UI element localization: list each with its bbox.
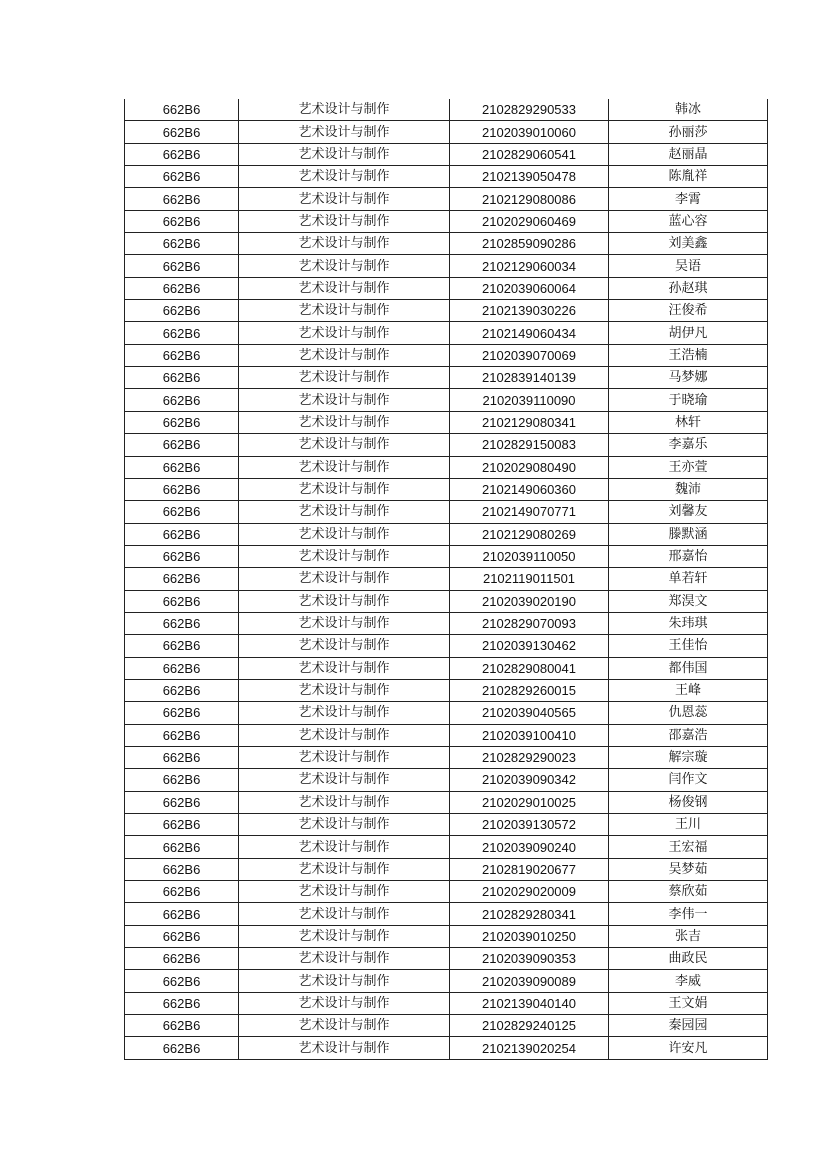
major-name-cell: 艺术设计与制作 [239,456,450,478]
student-name-cell: 张吉 [609,925,768,947]
table-row [125,367,768,389]
table-row [125,903,768,925]
student-name-cell: 孙丽莎 [609,121,768,143]
table-row [125,188,768,210]
exam-id-cell: 2102039110050 [450,545,609,567]
exam-id-cell: 2102039060064 [450,277,609,299]
program-code-cell: 662B6 [125,478,239,500]
table-row [125,791,768,813]
major-name-cell: 艺术设计与制作 [239,836,450,858]
program-code-cell: 662B6 [125,277,239,299]
student-name-cell: 王浩楠 [609,344,768,366]
major-name-cell: 艺术设计与制作 [239,657,450,679]
major-name-cell: 艺术设计与制作 [239,478,450,500]
program-code-cell: 662B6 [125,300,239,322]
student-name-cell: 王宏福 [609,836,768,858]
exam-id-cell: 2102139030226 [450,300,609,322]
student-name-cell: 邢嘉怡 [609,545,768,567]
program-code-cell: 662B6 [125,434,239,456]
table-row [125,702,768,724]
table-row [125,836,768,858]
program-code-cell: 662B6 [125,992,239,1014]
major-name-cell: 艺术设计与制作 [239,881,450,903]
student-name-cell: 吴语 [609,255,768,277]
program-code-cell: 662B6 [125,255,239,277]
student-name-cell: 李伟一 [609,903,768,925]
table-row [125,858,768,880]
student-name-cell: 郑淏文 [609,590,768,612]
table-row [125,769,768,791]
student-name-cell: 王佳怡 [609,635,768,657]
exam-id-cell: 2102149070771 [450,501,609,523]
table-row [125,456,768,478]
exam-id-cell: 2102039070069 [450,344,609,366]
exam-id-cell: 2102139020254 [450,1037,609,1059]
major-name-cell: 艺术设计与制作 [239,635,450,657]
exam-id-cell: 2102829240125 [450,1015,609,1037]
student-name-cell: 刘美鑫 [609,233,768,255]
table-row [125,970,768,992]
exam-id-cell: 2102829080041 [450,657,609,679]
table-row [125,523,768,545]
major-name-cell: 艺术设计与制作 [239,724,450,746]
table-row [125,1015,768,1037]
program-code-cell: 662B6 [125,411,239,433]
program-code-cell: 662B6 [125,166,239,188]
major-name-cell: 艺术设计与制作 [239,903,450,925]
table-row [125,344,768,366]
program-code-cell: 662B6 [125,702,239,724]
table-row [125,657,768,679]
exam-id-cell: 2102149060434 [450,322,609,344]
table-row [125,1037,768,1059]
table-row [125,590,768,612]
exam-id-cell: 2102039130572 [450,814,609,836]
student-name-cell: 林轩 [609,411,768,433]
table-row [125,322,768,344]
table-row [125,568,768,590]
student-name-cell: 杨俊钢 [609,791,768,813]
table-row [125,881,768,903]
table-row [125,411,768,433]
major-name-cell: 艺术设计与制作 [239,1015,450,1037]
table-row [125,635,768,657]
major-name-cell: 艺术设计与制作 [239,948,450,970]
exam-id-cell: 2102129080341 [450,411,609,433]
exam-id-cell: 2102829060541 [450,143,609,165]
exam-id-cell: 2102129080269 [450,523,609,545]
major-name-cell: 艺术设计与制作 [239,746,450,768]
major-name-cell: 艺术设计与制作 [239,143,450,165]
major-name-cell: 艺术设计与制作 [239,523,450,545]
major-name-cell: 艺术设计与制作 [239,992,450,1014]
exam-id-cell: 2102039040565 [450,702,609,724]
program-code-cell: 662B6 [125,635,239,657]
major-name-cell: 艺术设计与制作 [239,166,450,188]
program-code-cell: 662B6 [125,1015,239,1037]
exam-id-cell: 2102829150083 [450,434,609,456]
document-page [124,99,768,1060]
student-name-cell: 蔡欣茹 [609,881,768,903]
program-code-cell: 662B6 [125,679,239,701]
exam-id-cell: 2102029080490 [450,456,609,478]
program-code-cell: 662B6 [125,322,239,344]
major-name-cell: 艺术设计与制作 [239,791,450,813]
exam-id-cell: 2102039020190 [450,590,609,612]
major-name-cell: 艺术设计与制作 [239,322,450,344]
student-name-cell: 胡伊凡 [609,322,768,344]
student-name-cell: 解宗璇 [609,746,768,768]
student-name-cell: 许安凡 [609,1037,768,1059]
program-code-cell: 662B6 [125,903,239,925]
program-code-cell: 662B6 [125,210,239,232]
program-code-cell: 662B6 [125,814,239,836]
program-code-cell: 662B6 [125,724,239,746]
student-name-cell: 孙赵琪 [609,277,768,299]
major-name-cell: 艺术设计与制作 [239,367,450,389]
table-row [125,166,768,188]
program-code-cell: 662B6 [125,612,239,634]
program-code-cell: 662B6 [125,948,239,970]
major-name-cell: 艺术设计与制作 [239,702,450,724]
major-name-cell: 艺术设计与制作 [239,389,450,411]
exam-id-cell: 2102829280341 [450,903,609,925]
student-name-cell: 魏沛 [609,478,768,500]
student-name-cell: 李霄 [609,188,768,210]
major-name-cell: 艺术设计与制作 [239,925,450,947]
student-name-cell: 刘馨友 [609,501,768,523]
program-code-cell: 662B6 [125,791,239,813]
student-name-cell: 秦园园 [609,1015,768,1037]
exam-id-cell: 2102039110090 [450,389,609,411]
program-code-cell: 662B6 [125,881,239,903]
program-code-cell: 662B6 [125,545,239,567]
program-code-cell: 662B6 [125,143,239,165]
exam-id-cell: 2102119011501 [450,568,609,590]
major-name-cell: 艺术设计与制作 [239,1037,450,1059]
major-name-cell: 艺术设计与制作 [239,344,450,366]
student-name-cell: 李威 [609,970,768,992]
program-code-cell: 662B6 [125,188,239,210]
major-name-cell: 艺术设计与制作 [239,434,450,456]
exam-id-cell: 2102829260015 [450,679,609,701]
student-name-cell: 李嘉乐 [609,434,768,456]
exam-id-cell: 2102029060469 [450,210,609,232]
table-row [125,746,768,768]
program-code-cell: 662B6 [125,1037,239,1059]
exam-id-cell: 2102039090240 [450,836,609,858]
student-name-cell: 曲政民 [609,948,768,970]
student-name-cell: 韩冰 [609,99,768,121]
exam-id-cell: 2102129060034 [450,255,609,277]
major-name-cell: 艺术设计与制作 [239,188,450,210]
program-code-cell: 662B6 [125,858,239,880]
student-name-cell: 单若轩 [609,568,768,590]
exam-id-cell: 2102129080086 [450,188,609,210]
student-name-cell: 马梦娜 [609,367,768,389]
major-name-cell: 艺术设计与制作 [239,970,450,992]
student-name-cell: 王亦萱 [609,456,768,478]
major-name-cell: 艺术设计与制作 [239,300,450,322]
major-name-cell: 艺术设计与制作 [239,590,450,612]
program-code-cell: 662B6 [125,344,239,366]
exam-id-cell: 2102029020009 [450,881,609,903]
program-code-cell: 662B6 [125,746,239,768]
major-name-cell: 艺术设计与制作 [239,255,450,277]
major-name-cell: 艺术设计与制作 [239,612,450,634]
exam-id-cell: 2102139050478 [450,166,609,188]
student-name-cell: 赵丽晶 [609,143,768,165]
major-name-cell: 艺术设计与制作 [239,679,450,701]
table-row [125,478,768,500]
table-row [125,612,768,634]
student-name-cell: 朱玮琪 [609,612,768,634]
program-code-cell: 662B6 [125,970,239,992]
exam-id-cell: 2102839140139 [450,367,609,389]
table-row [125,992,768,1014]
student-name-cell: 邵嘉浩 [609,724,768,746]
student-name-cell: 蓝心容 [609,210,768,232]
table-row [125,300,768,322]
major-name-cell: 艺术设计与制作 [239,233,450,255]
table-row [125,233,768,255]
table-row [125,501,768,523]
exam-id-cell: 2102039090353 [450,948,609,970]
exam-id-cell: 2102029010025 [450,791,609,813]
program-code-cell: 662B6 [125,925,239,947]
table-row [125,814,768,836]
exam-id-cell: 2102039130462 [450,635,609,657]
major-name-cell: 艺术设计与制作 [239,210,450,232]
program-code-cell: 662B6 [125,657,239,679]
major-name-cell: 艺术设计与制作 [239,121,450,143]
program-code-cell: 662B6 [125,367,239,389]
exam-id-cell: 2102039010250 [450,925,609,947]
major-name-cell: 艺术设计与制作 [239,568,450,590]
table-row [125,255,768,277]
program-code-cell: 662B6 [125,233,239,255]
table-row [125,99,768,121]
exam-id-cell: 2102039010060 [450,121,609,143]
program-code-cell: 662B6 [125,389,239,411]
student-name-cell: 陈胤祥 [609,166,768,188]
table-row [125,121,768,143]
exam-id-cell: 2102149060360 [450,478,609,500]
major-name-cell: 艺术设计与制作 [239,545,450,567]
table-row [125,925,768,947]
table-row [125,277,768,299]
major-name-cell: 艺术设计与制作 [239,99,450,121]
exam-id-cell: 2102039090342 [450,769,609,791]
major-name-cell: 艺术设计与制作 [239,501,450,523]
program-code-cell: 662B6 [125,456,239,478]
exam-id-cell: 2102829290023 [450,746,609,768]
roster-table-body [125,99,768,1059]
major-name-cell: 艺术设计与制作 [239,769,450,791]
student-name-cell: 王峰 [609,679,768,701]
program-code-cell: 662B6 [125,769,239,791]
major-name-cell: 艺术设计与制作 [239,814,450,836]
exam-id-cell: 2102039090089 [450,970,609,992]
table-row [125,143,768,165]
student-name-cell: 王文娟 [609,992,768,1014]
student-name-cell: 仇恩蕊 [609,702,768,724]
table-row [125,545,768,567]
exam-id-cell: 2102139040140 [450,992,609,1014]
exam-id-cell: 2102039100410 [450,724,609,746]
table-row [125,389,768,411]
table-row [125,724,768,746]
student-name-cell: 滕默涵 [609,523,768,545]
program-code-cell: 662B6 [125,121,239,143]
student-name-cell: 汪俊希 [609,300,768,322]
program-code-cell: 662B6 [125,523,239,545]
student-name-cell: 吴梦茹 [609,858,768,880]
table-row [125,210,768,232]
major-name-cell: 艺术设计与制作 [239,411,450,433]
major-name-cell: 艺术设计与制作 [239,277,450,299]
student-name-cell: 闫作文 [609,769,768,791]
student-name-cell: 王川 [609,814,768,836]
student-name-cell: 都伟国 [609,657,768,679]
program-code-cell: 662B6 [125,590,239,612]
exam-id-cell: 2102829290533 [450,99,609,121]
student-name-cell: 于晓瑜 [609,389,768,411]
program-code-cell: 662B6 [125,568,239,590]
exam-id-cell: 2102829070093 [450,612,609,634]
major-name-cell: 艺术设计与制作 [239,858,450,880]
exam-id-cell: 2102859090286 [450,233,609,255]
table-row [125,434,768,456]
student-roster-table [124,99,768,1060]
program-code-cell: 662B6 [125,99,239,121]
exam-id-cell: 2102819020677 [450,858,609,880]
program-code-cell: 662B6 [125,836,239,858]
program-code-cell: 662B6 [125,501,239,523]
table-row [125,679,768,701]
table-row [125,948,768,970]
